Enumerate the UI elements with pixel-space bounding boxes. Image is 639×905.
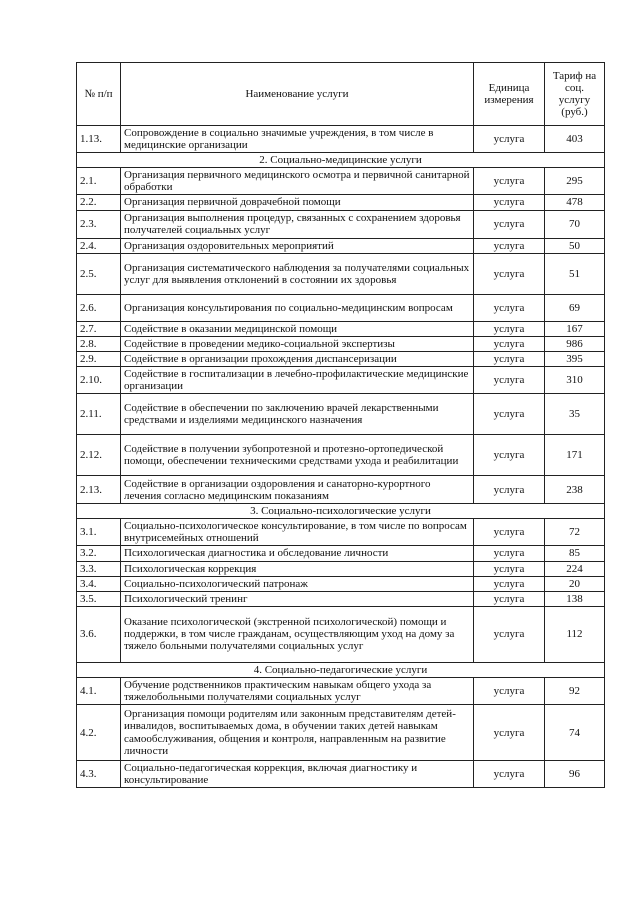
row-number: 2.5. [77,253,121,294]
table-row [77,606,605,662]
table-row [77,677,605,704]
unit-cell: услуга [474,126,545,153]
table-row [77,351,605,366]
unit-cell: услуга [474,366,545,393]
header-service-name: Наименование услуги [121,63,474,126]
service-name: Содействие в госпитализации в лечебно-профилактические медицинские организации [121,366,474,393]
unit-cell: услуга [474,606,545,662]
row-number: 3.5. [77,591,121,606]
service-name: Организация консультирования по социально-медицинским вопросам [121,294,474,321]
service-name: Организация первичного медицинского осмотра и первичной санитарной обработки [121,168,474,195]
row-number: 2.7. [77,321,121,336]
header-tariff: Тариф на соц. услугу (руб.) [545,63,605,126]
service-name: Сопровождение в социально значимые учреждения, в том числе в медицинские организации [121,126,474,153]
row-number: 3.6. [77,606,121,662]
tariff-cell: 70 [545,210,605,238]
service-name: Организация помощи родителям или законным представителям детей-инвалидов, воспитываемых дома, в обучении таких детей навыкам самообслуживания, общения и контроля, направленным на развитие личности [121,705,474,761]
table-row [77,591,605,606]
table-body [77,126,605,788]
table-row [77,761,605,788]
unit-cell: услуга [474,519,545,546]
unit-cell: услуга [474,321,545,336]
table-row [77,576,605,591]
table-row [77,238,605,253]
service-name: Содействие в организации оздоровления и санаторно-курортного лечения согласно медицинским показаниям [121,476,474,504]
unit-cell: услуга [474,591,545,606]
tariff-cell: 92 [545,677,605,704]
tariff-cell: 310 [545,366,605,393]
service-name: Содействие в оказании медицинской помощи [121,321,474,336]
unit-cell: услуга [474,351,545,366]
row-number: 3.4. [77,576,121,591]
row-number: 2.2. [77,195,121,210]
tariff-cell: 69 [545,294,605,321]
table-row [77,435,605,476]
unit-cell: услуга [474,677,545,704]
section-row [77,504,605,519]
table-row [77,210,605,238]
tariff-cell: 85 [545,546,605,561]
tariff-cell: 171 [545,435,605,476]
service-name: Организация систематического наблюдения за получателями социальных услуг для выявления отклонений в состоянии их здоровья [121,253,474,294]
section-row [77,662,605,677]
header-unit: Единица измерения [474,63,545,126]
row-number: 2.6. [77,294,121,321]
table-row [77,126,605,153]
row-number: 3.3. [77,561,121,576]
table-row [77,321,605,336]
tariff-cell: 238 [545,476,605,504]
table-row [77,195,605,210]
row-number: 2.1. [77,168,121,195]
service-name: Оказание психологической (экстренной психологической) помощи и поддержки, в том числе гражданам, осуществляющим уход на дому за тяжело больными получателями социальных услуг [121,606,474,662]
table-row [77,519,605,546]
tariff-cell: 478 [545,195,605,210]
table-row [77,294,605,321]
unit-cell: услуга [474,253,545,294]
tariff-cell: 167 [545,321,605,336]
row-number: 1.13. [77,126,121,153]
section-title: 4. Социально-педагогические услуги [77,662,605,677]
tariff-cell: 51 [545,253,605,294]
row-number: 2.4. [77,238,121,253]
row-number: 4.1. [77,677,121,704]
unit-cell: услуга [474,435,545,476]
unit-cell: услуга [474,561,545,576]
table-row [77,705,605,761]
tariff-cell: 295 [545,168,605,195]
table-row [77,336,605,351]
tariff-cell: 224 [545,561,605,576]
tariff-cell: 112 [545,606,605,662]
table-row [77,253,605,294]
tariff-cell: 96 [545,761,605,788]
service-name: Обучение родственников практическим навыкам общего ухода за тяжелобольными получателями социальных услуг [121,677,474,704]
section-title: 2. Социально-медицинские услуги [77,153,605,168]
unit-cell: услуга [474,195,545,210]
service-name: Психологическая коррекция [121,561,474,576]
service-name: Содействие в проведении медико-социальной экспертизы [121,336,474,351]
unit-cell: услуга [474,394,545,435]
unit-cell: услуга [474,294,545,321]
unit-cell: услуга [474,336,545,351]
row-number: 2.8. [77,336,121,351]
tariff-cell: 986 [545,336,605,351]
row-number: 3.2. [77,546,121,561]
service-name: Содействие в получении зубопротезной и протезно-ортопедической помощи, обеспечении техническими средствами ухода и реабилитации [121,435,474,476]
service-name: Организация оздоровительных мероприятий [121,238,474,253]
section-row [77,153,605,168]
table-row [77,168,605,195]
table-row [77,546,605,561]
table-header-row [77,63,605,126]
row-number: 4.3. [77,761,121,788]
service-name: Социально-педагогическая коррекция, включая диагностику и консультирование [121,761,474,788]
row-number: 2.3. [77,210,121,238]
tariff-cell: 72 [545,519,605,546]
section-title: 3. Социально-психологические услуги [77,504,605,519]
tariff-cell: 35 [545,394,605,435]
row-number: 2.11. [77,394,121,435]
row-number: 4.2. [77,705,121,761]
unit-cell: услуга [474,705,545,761]
service-name: Социально-психологический патронаж [121,576,474,591]
unit-cell: услуга [474,238,545,253]
unit-cell: услуга [474,576,545,591]
service-name: Содействие в организации прохождения диспансеризации [121,351,474,366]
row-number: 2.13. [77,476,121,504]
row-number: 2.12. [77,435,121,476]
unit-cell: услуга [474,210,545,238]
unit-cell: услуга [474,546,545,561]
table-row [77,476,605,504]
tariff-cell: 395 [545,351,605,366]
row-number: 3.1. [77,519,121,546]
tariff-cell: 20 [545,576,605,591]
tariff-cell: 74 [545,705,605,761]
tariff-cell: 138 [545,591,605,606]
service-name: Психологическая диагностика и обследование личности [121,546,474,561]
tariff-cell: 50 [545,238,605,253]
table-row [77,366,605,393]
row-number: 2.9. [77,351,121,366]
table-row [77,394,605,435]
service-name: Организация выполнения процедур, связанных с сохранением здоровья получателей социальных услуг [121,210,474,238]
service-name: Социально-психологическое консультирование, в том числе по вопросам внутрисемейных отношений [121,519,474,546]
service-name: Организация первичной доврачебной помощи [121,195,474,210]
service-name: Содействие в обеспечении по заключению врачей лекарственными средствами и изделиями медицинского назначения [121,394,474,435]
header-number: № п/п [77,63,121,126]
tariff-table [76,62,605,788]
service-name: Психологический тренинг [121,591,474,606]
unit-cell: услуга [474,168,545,195]
table-row [77,561,605,576]
row-number: 2.10. [77,366,121,393]
unit-cell: услуга [474,476,545,504]
tariff-cell: 403 [545,126,605,153]
unit-cell: услуга [474,761,545,788]
